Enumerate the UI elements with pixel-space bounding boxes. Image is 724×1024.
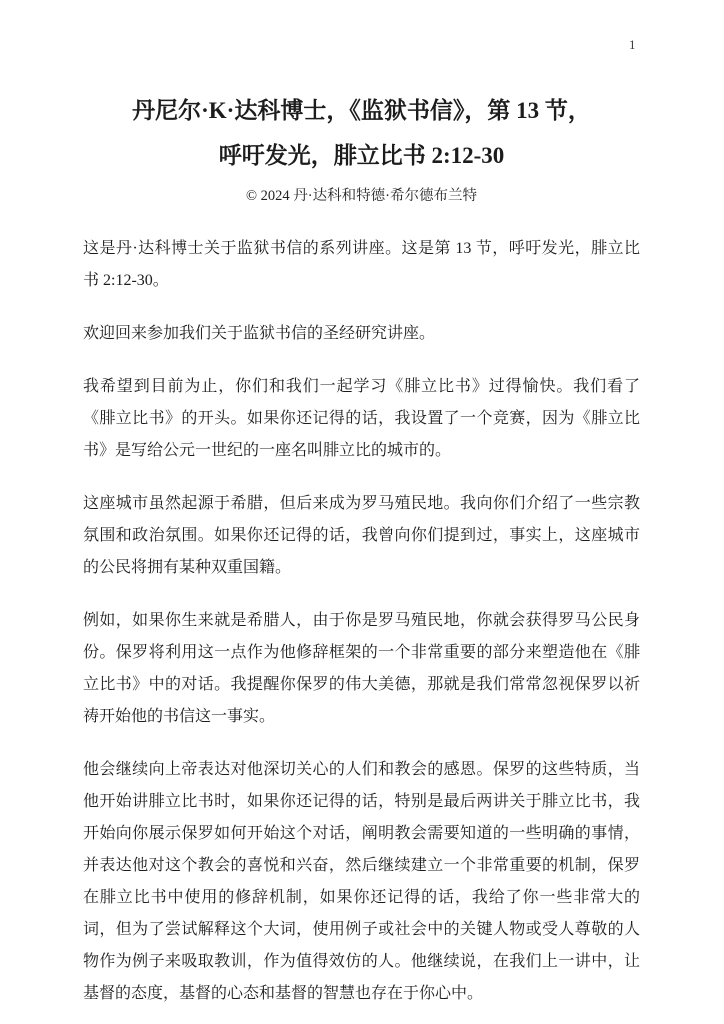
paragraph: 这是丹·达科博士关于监狱书信的系列讲座。这是第 13 节，呼吁发光，腓立比书 2:12-30。 — [83, 240, 640, 289]
paragraph: 例如，如果你生来就是希腊人，由于你是罗马殖民地，你就会获得罗马公民身份。保罗将利用这一点作为他修辞框架的一个非常重要的部分来塑造他在《腓立比书》中的对话。我提醒你保罗的伟大美德，那就是我们常常忽视保罗以祈祷开始他的书信这一事实。 — [83, 612, 640, 725]
paragraph: 这座城市虽然起源于希腊，但后来成为罗马殖民地。我向你们介绍了一些宗教氛围和政治氛围。如果你还记得的话，我曾向你们提到过，事实上，这座城市的公民将拥有某种双重国籍。 — [83, 495, 640, 576]
document-title-line-1: 丹尼尔·K·达科博士，《监狱书信》，第 13 节， — [132, 98, 591, 123]
paragraph: 他会继续向上帝表达对他深切关心的人们和教会的感恩。保罗的这些特质，当他开始讲腓立比书时，如果你还记得的话，特别是最后两讲关于腓立比书，我开始向你展示保罗如何开始这个对话，阐明教会需要知道的一些明确的事情，并表达他对这个教会的喜悦和兴奋，然后继续建立一个非常重要的机制，保罗在腓立比书中使用的修辞机制，如果你还记得的话，我给了你一些非常大的词，但为了尝试解释这个大词，使用例子或社会中的关键人物或受人尊敬的人物作为例子来吸取教训，作为值得效仿的人。他继续说，在我们上一讲中，让基督的态度，基督的心态和基督的智慧也存在于你心中。 — [83, 761, 640, 1002]
page-number: 1 — [629, 37, 636, 52]
document-body — [83, 233, 640, 1010]
document-title-line-2: 呼吁发光，腓立比书 2:12-30 — [218, 143, 505, 168]
paragraph: 我希望到目前为止，你们和我们一起学习《腓立比书》过得愉快。我们看了《腓立比书》的开头。如果你还记得的话，我设置了一个竞赛，因为《腓立比书》是写给公元一世纪的一座名叫腓立比的城市的。 — [83, 378, 640, 459]
document-title — [83, 88, 640, 178]
paragraph: 欢迎回来参加我们关于监狱书信的圣经研究讲座。 — [83, 325, 436, 342]
copyright-line: © 2024 丹·达科和特德·希尔德布兰特 — [246, 188, 477, 204]
